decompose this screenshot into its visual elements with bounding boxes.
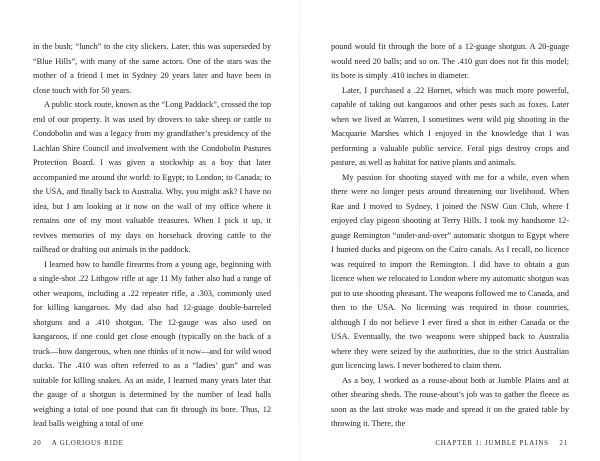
right-footer — [435, 439, 568, 447]
page-number: 21 — [559, 439, 568, 447]
paragraph: pound would fit through the bore of a 12-guage shotgun. A 20-guage would need 20 balls; and so on. The .410 gun does not fit this model; its bore is simply .410 inches in diameter. — [331, 42, 569, 80]
left-footer — [33, 439, 124, 447]
left-text-column — [33, 40, 271, 432]
right-page — [300, 0, 600, 461]
page-number: 20 — [33, 439, 42, 447]
paragraph: in the bush; “lunch” to the city slickers. Later, this was superseded by “Blue Hills”, with many of the same actors. One of the stars was the mother of a friend I met in Sydney 20 years later and have been in close touch with for 50 years. — [33, 42, 271, 95]
paragraph: My passion for shooting stayed with me for a while, even when there were no longer pests around threatening our livelihood. When Rae and I moved to Sydney, I joined the NSW Gun Club, where I enjoyed clay pigeon shooting at Terry Hills. I took my handsome 12-guage Remington “under-and-over” automatic shotgun to Egypt where I hunted ducks and pigeons on the Cairo canals. As I recall, no licence was required to import the Remington. I did have to obtain a gun licence when we relocated to London where my automatic shotgun was put to use shooting pheasant. The weapons followed me to Canada, and then to the USA. No licensing was required in those countries, although I do not believe I ever fired a shot in either Canada or the USA. Eventually, the two weapons were shipped back to Australia where they were seized by the authorities, due to the strict Australian gun licencing laws. I never bothered to claim them. — [331, 172, 569, 370]
paragraph: Later, I purchased a .22 Hornet, which was much more powerful, capable of taking out kangaroos and other pests such as foxes. Later when we lived at Warren, I sometimes went wild pig shooting in the Macquarie Marshes which I enjoyed in the knowledge that I was performing a valuable public service. Feral pigs destroy crops and pasture, as well as habitat for native plants and animals. — [331, 85, 569, 167]
paragraph: I learned how to handle firearms from a young age, beginning with a single-shot .22 Lithgow rifle at age 11 My father also had a range of other weapons, including a .22 repeater rifle, a .303, commonly used for killing kangaroos. My dad also had 12-guage double-barreled shotguns and a .410 shotgun. The 12-gauge was also used on kangaroos, if one could get close enough (typically on the back of a truck—how dangerous, when one thinks of it now—and for wild wood ducks. The .410 was often referred to as a “ladies’ gun” and was suitable for killing snakes. As an aside, I learned many years later that the gauge of a shotgun is determined by the number of lead balls weighing a total of one pound that can fit through its bore. Thus, 12 lead balls weighing a total of one — [33, 259, 271, 428]
paragraph: A public stock route, known as the “Long Paddock”, crossed the top end of our property. It was used by drovers to take sheep or cattle to Condobolin and was a legacy from my grandfather’s presidency of the Lachlan Shire Council and involvement with the Condobolin Pastures Protection Board. I was given a stockwhip as a boy that later accompanied me around the world: to Egypt; to London; to Canada; to the USA, and finally back to Australia. Why, you might ask? I have no idea, but I am looking at it now on the wall of my office where it remains one of my most valuable treasures. When I pick it up, it revives memories of my days on horseback droving cattle to the railhead or drafting out animals in the paddock. — [33, 100, 271, 254]
running-head: CHAPTER 1: JUMBLE PLAINS — [435, 439, 549, 447]
paragraph: As a boy, I worked as a rouse-about both at Jumble Plains and at other shearing sheds. The rouse-about’s job was to gather the fleece as soon as the last stroke was made and spread it on the grated table by throwing it. There, the — [331, 375, 569, 428]
running-head: A GLORIOUS RIDE — [51, 439, 124, 447]
right-text-column — [331, 40, 569, 432]
